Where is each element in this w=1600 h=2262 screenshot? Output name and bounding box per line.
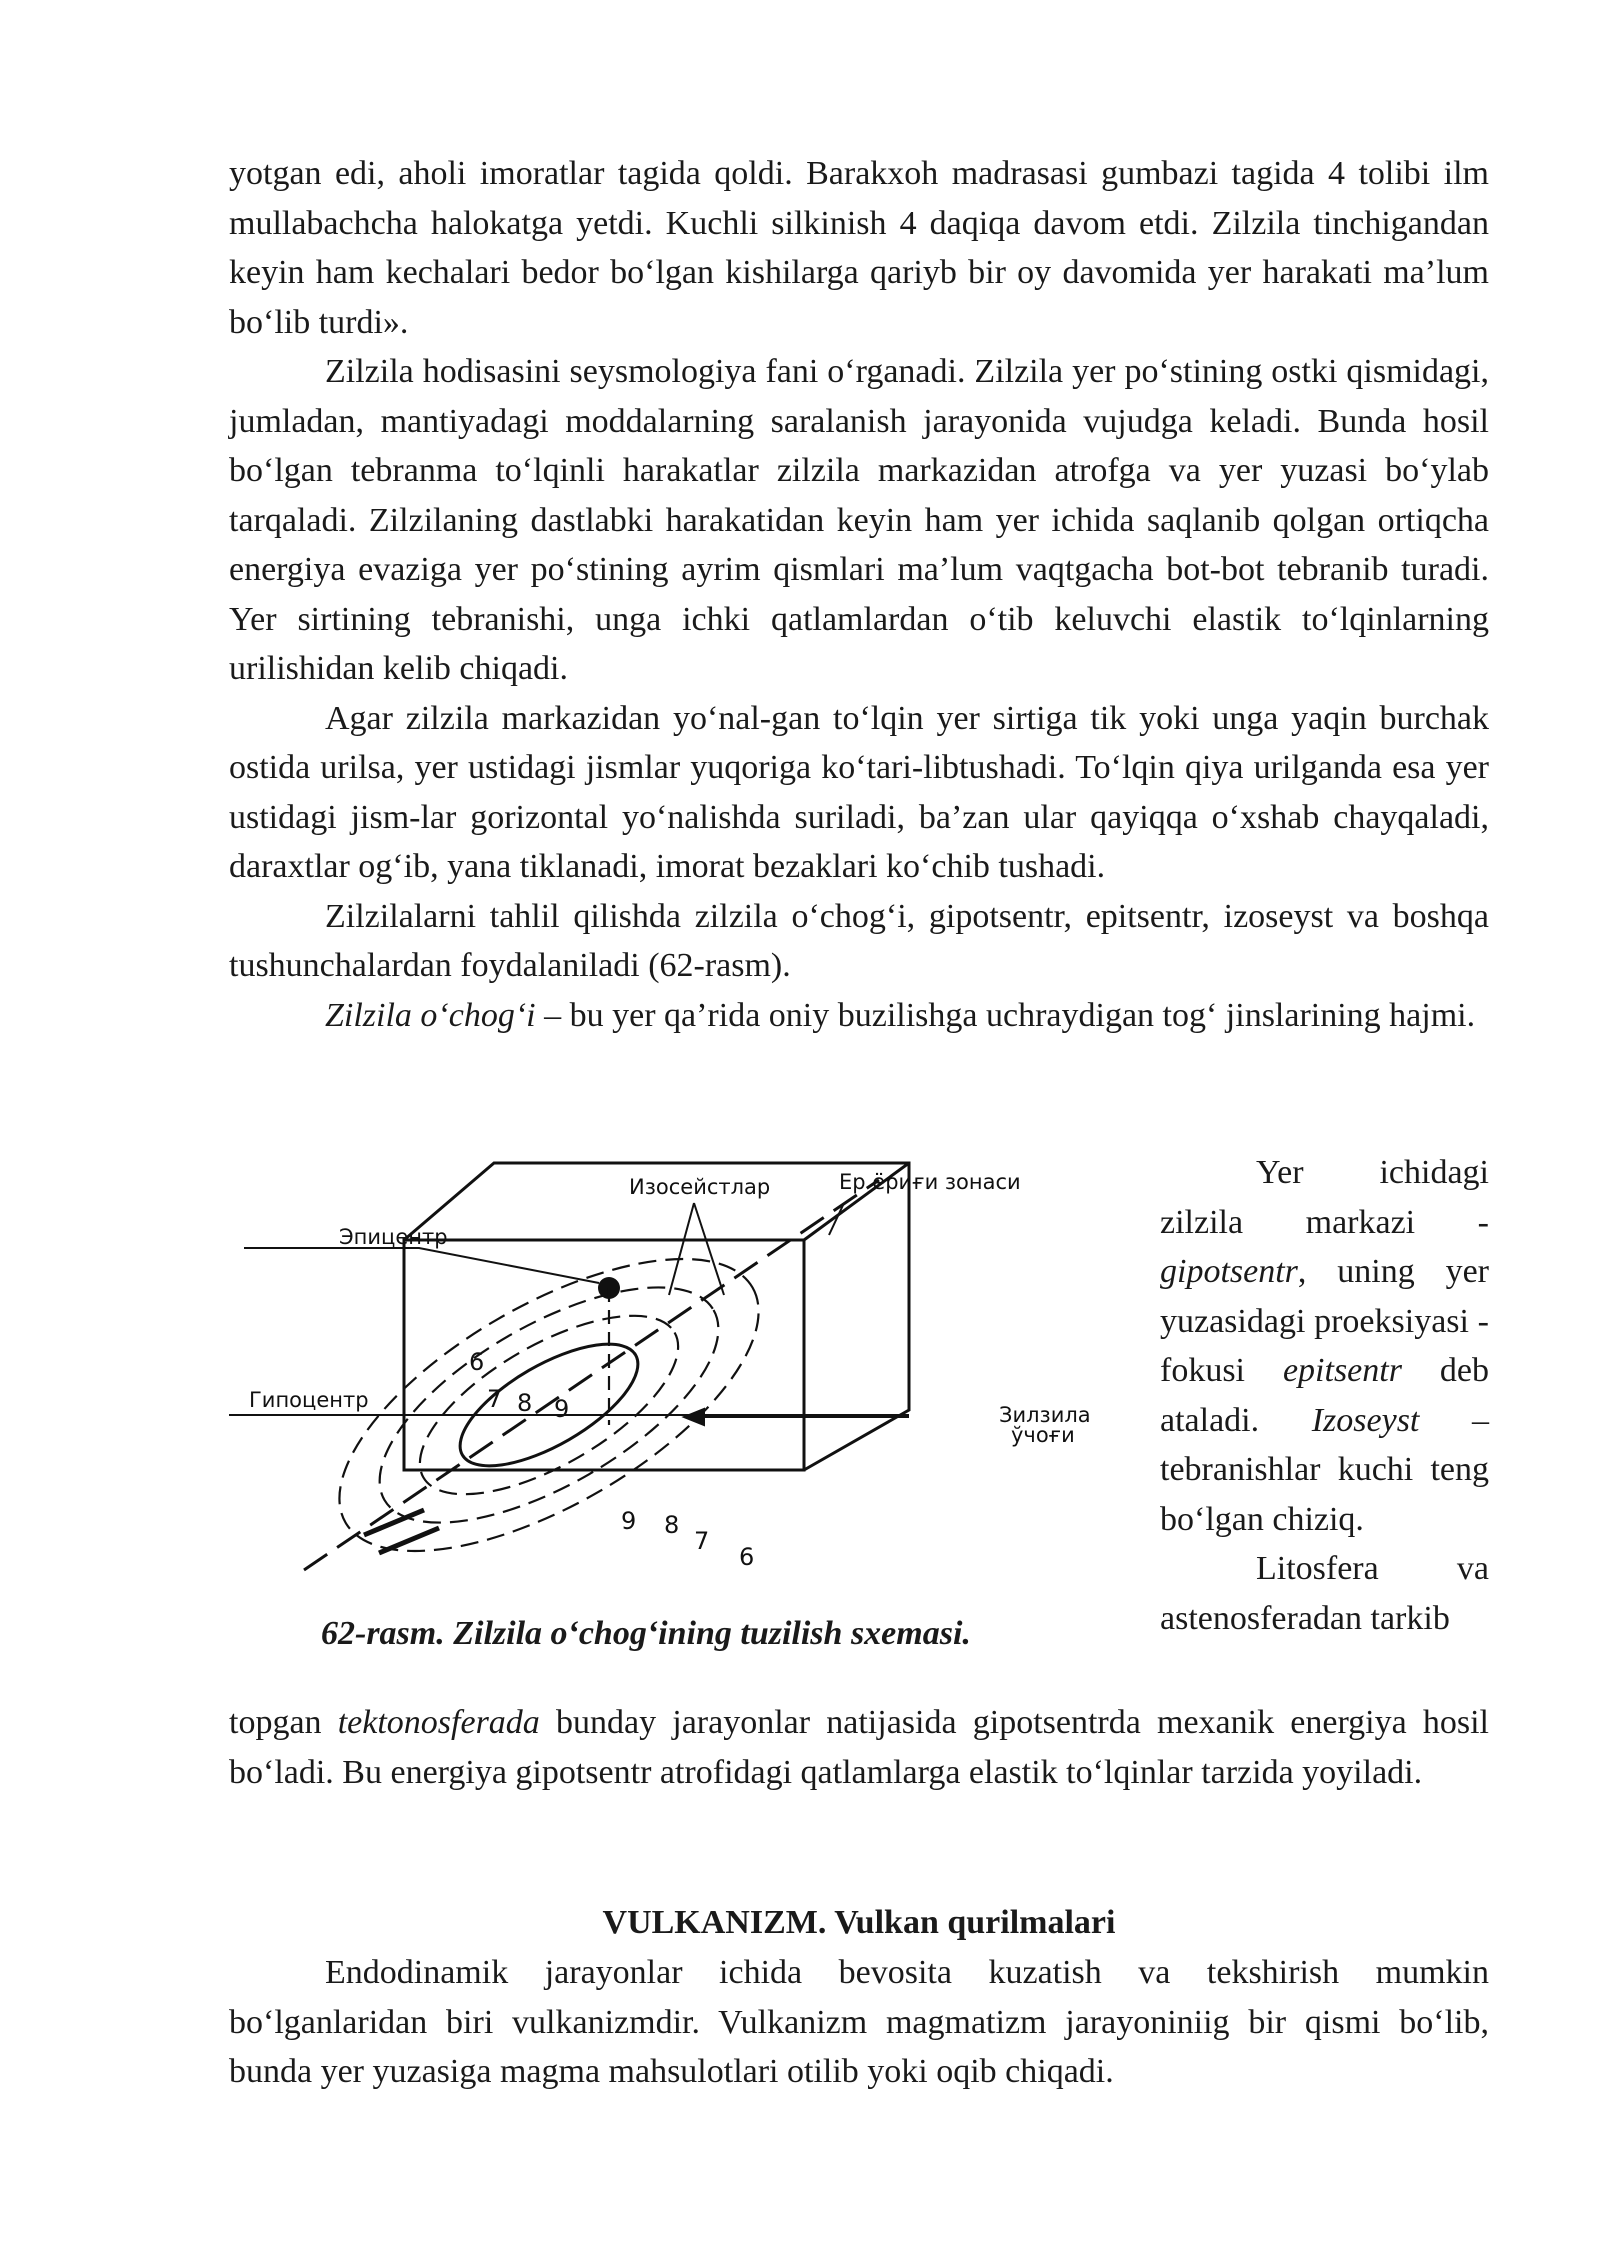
term-isoseist: Izoseyst [1311, 1401, 1420, 1439]
side-text-part: – tebranishlar kuchi teng bo‘lgan chiziq. [1160, 1401, 1489, 1538]
paragraph: Zilzila hodisasini seysmologiya fani o‘rganadi. Zilzila yer po‘stining ostki qismidagi, jumladan, mantiyadagi moddalarning saralanish jarayonida vujudga keladi. Bunda hosil bo‘lgan tebranma to‘lqinli harakatlar zilzila markazidan atrofga va yer yuzasi bo‘ylab tarqaladi. Zilzilaning dastlabki harakatidan keyin ham yer ichida saqlanib qolgan ortiqcha energiya evaziga yer po‘stining ayrim qismlari ma’lum vaqtgacha bot-bot tebranib turadi. Yer sirtining tebranishi, unga ichki qatlamlardan o‘tib keluvchi elastik to‘lqinlarning urilishidan kelib chiqadi. [229, 353, 1489, 687]
block-front-face [404, 1240, 804, 1470]
side-text-part: deb ataladi. [1160, 1352, 1490, 1439]
focus-label-line2: ўчоғи [1011, 1423, 1075, 1447]
body-text-top [229, 149, 1489, 1040]
text-part: bunday jarayonlar natijasida gipotsentrda mexanik energiya hosil bo‘ladi. Bu energiya gipotsentr atrofidagi qatlamlarga elastik to‘lqinlar tarzida yoyiladi. [229, 1704, 1489, 1791]
body-text-last [229, 1948, 1489, 2097]
isoseist-value: 9 [554, 1395, 570, 1423]
side-text-part: Yer ichidagi zilzila markazi - [1160, 1154, 1489, 1241]
isoseist-value: 6 [739, 1543, 755, 1571]
text-part: topgan [229, 1704, 338, 1741]
earthquake-focus-diagram [229, 1155, 1129, 1620]
isoseist-value: 7 [694, 1527, 710, 1555]
term-hypocenter: gipotsentr [1160, 1253, 1298, 1290]
side-paragraph [1160, 1148, 1489, 1544]
block-outline [404, 1163, 909, 1470]
isoseist-value: 7 [487, 1385, 503, 1413]
heading-main: VULKANIZM [602, 1904, 818, 1941]
side-paragraph: Litosfera va astenosferadan tarkib [1160, 1550, 1489, 1637]
epicenter-label: Эпицентр [339, 1225, 448, 1249]
paragraph: Endodinamik jarayonlar ichida bevosita kuzatish va tekshirish mumkin bo‘lganlaridan biri vulkanizmdir. Vulkanizm magmatizm jarayoniniig bir qismi bo‘lib, bunda yer yuzasiga magma mahsulotlari otilib yoki oqib chiqadi. [229, 1954, 1489, 2090]
hypocenter-label: Гипоцентр [249, 1388, 369, 1412]
definition-paragraph [229, 991, 1489, 1041]
heading-tail: . Vulkan qurilmalari [817, 1904, 1116, 1941]
term-tectonosphere: tektonosferada [337, 1704, 540, 1741]
side-text-part: , uning yer yuzasidagi proeksiyasi - fokusi [1160, 1253, 1489, 1389]
definition-term: Zilzila o‘chog‘i [325, 996, 536, 1034]
side-text [1160, 1148, 1489, 1643]
section-heading [229, 1898, 1489, 1948]
isoseist-value: 8 [664, 1511, 680, 1539]
focus-label-line1: Зилзила [999, 1403, 1091, 1427]
isoseists-label: Изосейстлар [629, 1175, 771, 1199]
paragraph [229, 1698, 1489, 1797]
figure-caption: 62-rasm. Zilzila o‘chog‘ining tuzilish sxemasi. [321, 1615, 971, 1652]
definition-text: – bu yer qa’rida oniy buzilishga uchraydigan tog‘ jinslarining hajmi. [535, 996, 1476, 1034]
paragraph: Zilzilalarni tahlil qilishda zilzila o‘chog‘i, gipotsentr, epitsentr, izoseyst va boshqa tushunchalardan foydalaniladi (62-rasm). [229, 897, 1489, 984]
term-epicenter: epitsentr [1282, 1352, 1402, 1389]
paragraph: yotgan edi, aholi imoratlar tagida qoldi. Barakxoh madrasasi gumbazi tagida 4 tolibi ilm mullabachcha halokatga yetdi. Kuchli silkinish 4 daqiqa davom etdi. Zilzila tinchigandan keyin ham kechalari bedor bo‘lgan kishilarga qariyb bir oy davomida yer harakati ma’lum bo‘lib turdi». [229, 155, 1489, 341]
fault-zone-label: Ер ёриғи зонаси [839, 1170, 1021, 1194]
isoseist-value: 9 [621, 1507, 637, 1535]
body-text-bottom [229, 1698, 1489, 1797]
isoseist-value: 8 [517, 1389, 533, 1417]
isoseist-value: 6 [469, 1348, 485, 1376]
fault-arrow [379, 1528, 439, 1553]
paragraph: Agar zilzila markazidan yo‘nal-gan to‘lqin yer sirtiga tik yoki unga yaqin burchak ostida urilsa, yer ustidagi jismlar yuqoriga ko‘tari-libtushadi. To‘lqin qiya urilganda esa yer ustidagi jism-lar gorizontal yo‘nalishda suriladi, ba’zan ular qayiqqa o‘xshab chayqaladi, daraxtlar og‘ib, yana tiklanadi, imorat bezaklari ko‘chib tushadi. [229, 699, 1489, 885]
